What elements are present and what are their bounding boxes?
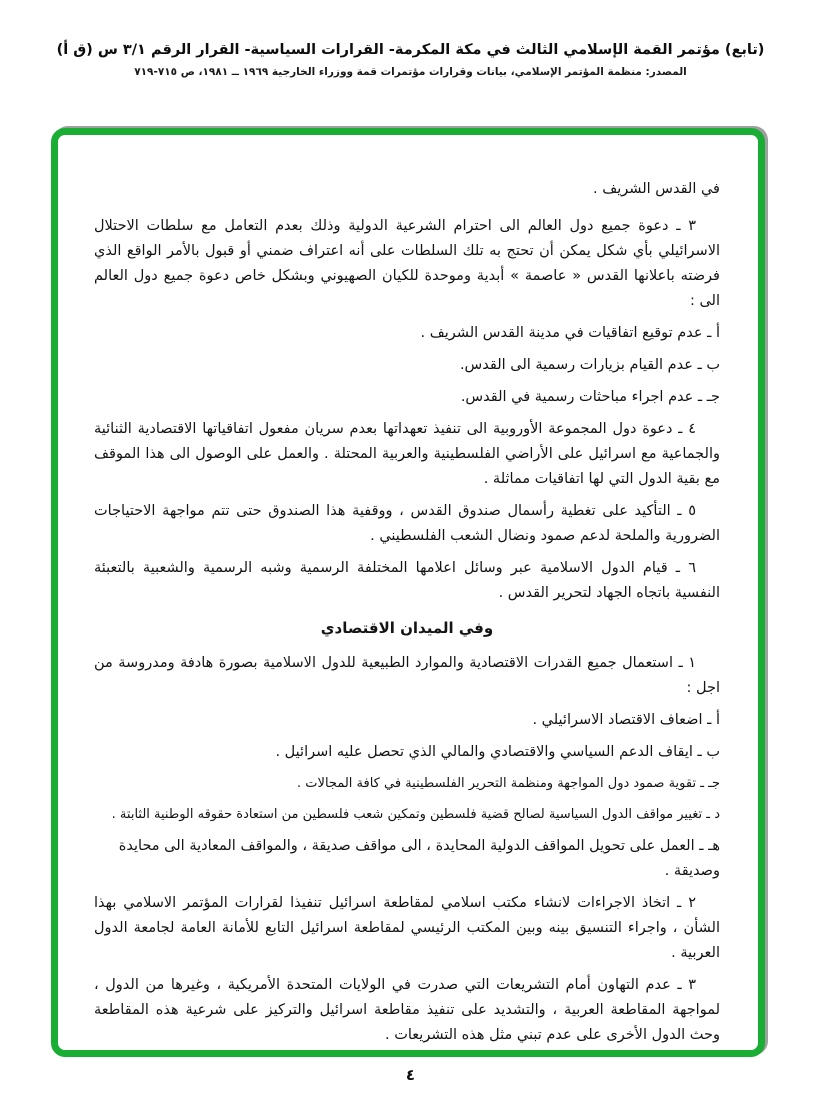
doc-item-j: جـ ـ عدم اجراء مباحثات رسمية في القدس. xyxy=(460,389,720,405)
header-title: (تابع) مؤتمر القمة الإسلامي الثالث في مكة المكرمة- القرارات السياسية- القرار الرقم ٣/١ س (ق أ) xyxy=(56,42,765,58)
page-number: ٤ xyxy=(405,1066,416,1084)
doc-item-econ-j: جـ ـ تقوية صمود دول المواجهة ومنظمة التحرير الفلسطينية في كافة المجالات . xyxy=(297,776,720,791)
section-heading-economic: وفي الميدان الاقتصادي xyxy=(320,619,494,637)
doc-item-econ-b: ب ـ ايقاف الدعم السياسي والاقتصادي والمالي الذي تحصل عليه اسرائيل . xyxy=(275,744,720,760)
doc-paragraph-econ-1: ١ ـ استعمال جميع القدرات الاقتصادية والموارد الطبيعية للدول الاسلامية بصورة هادفة ومدروسة من اجل : xyxy=(94,655,720,696)
header-source: المصدر: منظمة المؤتمر الإسلامي، بيانات وقرارات مؤتمرات قمة ووزراء الخارجية ١٩٦٩ ــ ١٩٨١، ص ٧١٥-٧١٩ xyxy=(134,66,687,78)
doc-paragraph-3: ٣ ـ دعوة جميع دول العالم الى احترام الشرعية الدولية وذلك بعدم التعامل مع سلطات الاحتلال الاسرائيلي بأي شكل يمكن أن تحتج به تلك السلطات على أنه اعتراف ضمني أو قبول بالأمر الواقع الذي فرضته باعلانها القدس « عاصمة » أبدية وموحدة للكيان الصهيوني وبشكل خاص دعوة جميع دول العالم الى : xyxy=(94,218,720,309)
doc-paragraph-4: ٤ ـ دعوة دول المجموعة الأوروبية الى تنفيذ تعهداتها بعدم سريان مفعول اتفاقياتها الاقتصادية الثنائية والجماعية مع اسرائيل على الأراضي الفلسطينية والعربية المحتلة . والعمل على الوصول الى هذا الموقف مع بقية الدول التي لها اتفاقيات مماثلة . xyxy=(94,421,720,487)
doc-item-econ-h: هـ ـ العمل على تحويل المواقف الدولية المحايدة ، الى مواقف صديقة ، والمواقف المعادية الى محايدة وصديقة . xyxy=(118,838,720,879)
doc-item-a: أ ـ عدم توقيع اتفاقيات في مدينة القدس الشريف . xyxy=(420,325,720,341)
doc-item-econ-a: أ ـ اضعاف الاقتصاد الاسرائيلي . xyxy=(532,712,720,728)
doc-item-b: ب ـ عدم القيام بزيارات رسمية الى القدس. xyxy=(459,357,720,373)
doc-paragraph-econ-2: ٢ ـ اتخاذ الاجراءات لانشاء مكتب اسلامي لمقاطعة اسرائيل تنفيذا لقرارات المؤتمر الاسلامي بهذا الشأن ، واجراء التنسيق بينه وبين المكتب الرئيسي لمقاطعة اسرائيل التابع للأمانة العامة لجامعة الدول العربية . xyxy=(94,895,720,961)
content-frame xyxy=(51,128,765,1057)
page-header xyxy=(0,42,821,78)
doc-item-econ-d: د ـ تغيير مواقف الدول السياسية لصالح قضية فلسطين وتمكين شعب فلسطين من استعادة حقوقه الوطنية الثابتة . xyxy=(111,807,720,822)
doc-paragraph-5: ٥ ـ التأكيد على تغطية رأسمال صندوق القدس ، ووقفية هذا الصندوق حتى تتم مواجهة الاحتياجات الضرورية والملحة لدعم صمود ونضال الشعب الفلسطيني . xyxy=(94,503,720,544)
document-body xyxy=(58,135,758,1050)
doc-paragraph-6: ٦ ـ قيام الدول الاسلامية عبر وسائل اعلامها المختلفة الرسمية وشبه الرسمية والشعبية بالتعبئة النفسية باتجاه الجهاد لتحرير القدس . xyxy=(94,560,720,601)
doc-line-continuation: في القدس الشريف . xyxy=(593,181,720,197)
doc-paragraph-econ-3: ٣ ـ عدم التهاون أمام التشريعات التي صدرت في الولايات المتحدة الأمريكية ، وغيرها من الدول ، لمواجهة المقاطعة العربية ، والتشديد على تنفيذ مقاطعة اسرائيل والتركيز على شرعية هذه المقاطعة وحث الدول الأخرى على عدم تبني مثل هذه التشريعات . xyxy=(94,977,720,1043)
